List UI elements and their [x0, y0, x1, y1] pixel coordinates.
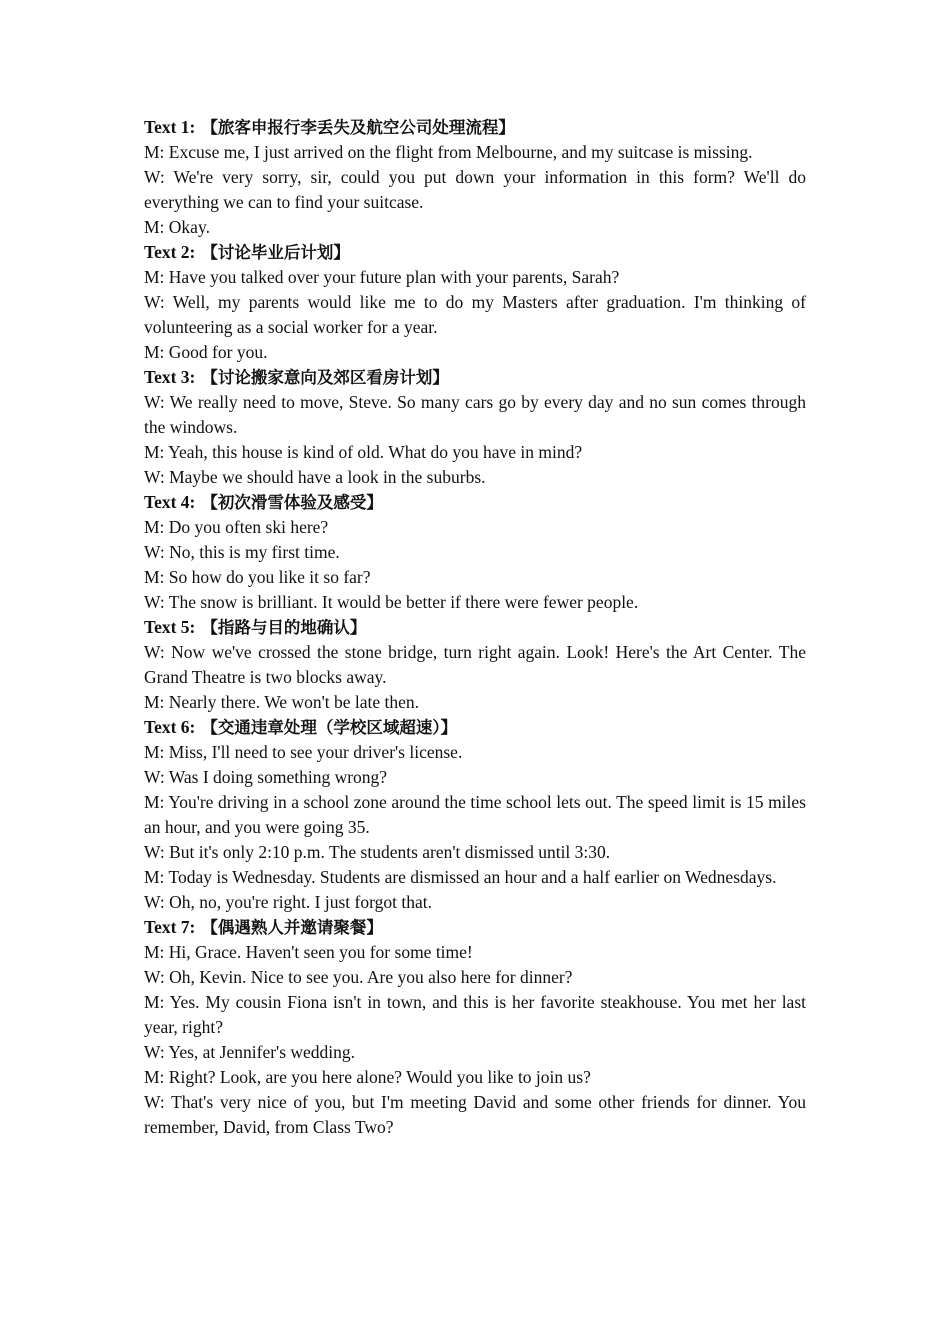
section-topic: 【讨论毕业后计划】 [201, 243, 350, 262]
text-section [144, 615, 806, 715]
dialogue-line: M: Nearly there. We won't be late then. [144, 692, 420, 712]
document-page [144, 115, 806, 1140]
dialogue-line: W: We really need to move, Steve. So many cars go by every day and no sun comes through the windows. [144, 392, 806, 437]
section-heading [144, 240, 806, 265]
dialogue-line: M: Yes. My cousin Fiona isn't in town, and this is her favorite steakhouse. You met her last year, right? [144, 992, 806, 1037]
section-label: Text 5: [144, 617, 196, 637]
text-section [144, 240, 806, 365]
dialogue-line: M: Hi, Grace. Haven't seen you for some time! [144, 942, 473, 962]
dialogue-line: W: Maybe we should have a look in the suburbs. [144, 467, 486, 487]
section-label: Text 1: [144, 117, 196, 137]
text-section [144, 365, 806, 490]
text-section [144, 490, 806, 615]
dialogue-line: W: But it's only 2:10 p.m. The students aren't dismissed until 3:30. [144, 842, 611, 862]
dialogue-line: M: Okay. [144, 217, 210, 237]
dialogue-line: M: Today is Wednesday. Students are dismissed an hour and a half earlier on Wednesdays. [144, 867, 777, 887]
dialogue-line: M: Miss, I'll need to see your driver's license. [144, 742, 463, 762]
section-heading [144, 615, 806, 640]
dialogue-line: W: Was I doing something wrong? [144, 767, 388, 787]
section-heading [144, 915, 806, 940]
text-section [144, 915, 806, 1140]
section-topic: 【交通违章处理（学校区域超速）】 [201, 718, 458, 737]
dialogue-line: W: Yes, at Jennifer's wedding. [144, 1042, 356, 1062]
dialogue-line: M: Right? Look, are you here alone? Would you like to join us? [144, 1067, 591, 1087]
section-label: Text 3: [144, 367, 196, 387]
section-topic: 【偶遇熟人并邀请聚餐】 [201, 918, 383, 937]
dialogue-line: M: Do you often ski here? [144, 517, 329, 537]
dialogue-line: M: Excuse me, I just arrived on the flight from Melbourne, and my suitcase is missing. [144, 142, 753, 162]
dialogue-line: W: Oh, no, you're right. I just forgot that. [144, 892, 432, 912]
dialogue-line: M: Yeah, this house is kind of old. What do you have in mind? [144, 442, 583, 462]
section-heading [144, 490, 806, 515]
dialogue-line: W: Now we've crossed the stone bridge, turn right again. Look! Here's the Art Center. The Grand Theatre is two blocks away. [144, 642, 806, 687]
section-heading [144, 365, 806, 390]
section-topic: 【旅客申报行李丢失及航空公司处理流程】 [201, 118, 515, 137]
dialogue-line: M: So how do you like it so far? [144, 567, 371, 587]
section-heading [144, 115, 806, 140]
section-label: Text 6: [144, 717, 196, 737]
dialogue-line: M: Have you talked over your future plan with your parents, Sarah? [144, 267, 620, 287]
dialogue-line: W: No, this is my first time. [144, 542, 340, 562]
dialogue-line: W: Oh, Kevin. Nice to see you. Are you also here for dinner? [144, 967, 573, 987]
section-topic: 【指路与目的地确认】 [201, 618, 367, 637]
dialogue-line: W: The snow is brilliant. It would be better if there were fewer people. [144, 592, 639, 612]
section-heading [144, 715, 806, 740]
section-topic: 【初次滑雪体验及感受】 [201, 493, 383, 512]
text-section [144, 715, 806, 915]
section-label: Text 4: [144, 492, 196, 512]
dialogue-line: W: That's very nice of you, but I'm meeting David and some other friends for dinner. You remember, David, from Class Two? [144, 1092, 806, 1137]
section-topic: 【讨论搬家意向及郊区看房计划】 [201, 368, 449, 387]
section-label: Text 2: [144, 242, 196, 262]
section-label: Text 7: [144, 917, 196, 937]
dialogue-line: W: Well, my parents would like me to do my Masters after graduation. I'm thinking of volunteering as a social worker for a year. [144, 292, 806, 337]
dialogue-line: W: We're very sorry, sir, could you put down your information in this form? We'll do everything we can to find your suitcase. [144, 167, 806, 212]
dialogue-line: M: You're driving in a school zone around the time school lets out. The speed limit is 15 miles an hour, and you were going 35. [144, 792, 806, 837]
dialogue-line: M: Good for you. [144, 342, 268, 362]
text-section [144, 115, 806, 240]
